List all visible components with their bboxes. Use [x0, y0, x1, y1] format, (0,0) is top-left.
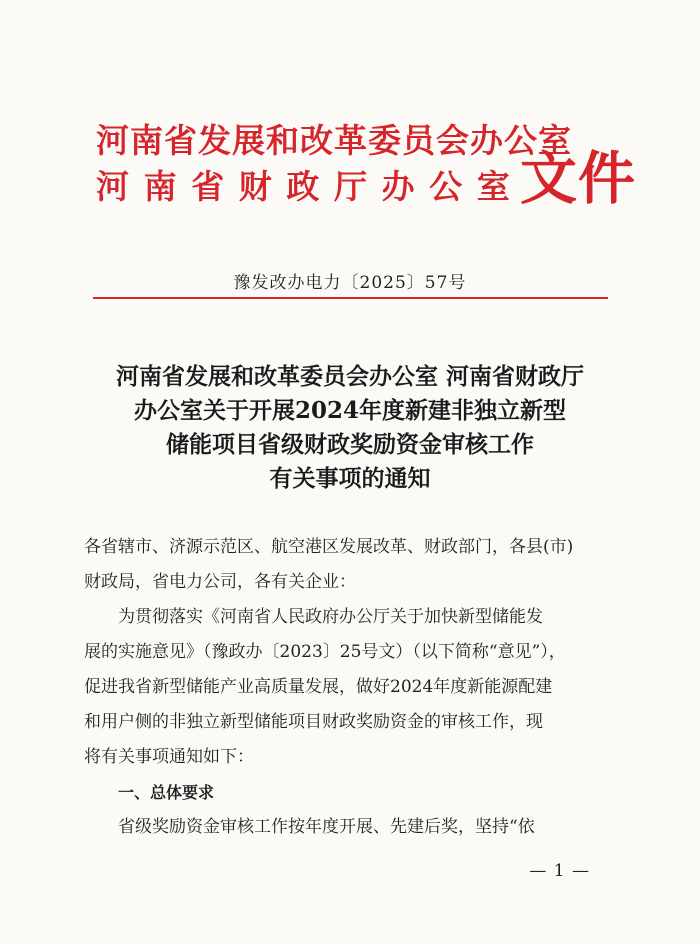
title-line: 储能项目省级财政奖励资金审核工作	[166, 431, 534, 458]
section-heading: 一、总体要求	[118, 783, 215, 802]
red-divider-line	[93, 297, 608, 299]
addressee-line: 各省辖市、济源示范区、航空港区发展改革、财政部门，各县(市)	[84, 537, 574, 557]
issuer-line-2: 河南省财政厅办公室	[96, 167, 525, 206]
issuing-agencies	[96, 118, 572, 210]
title-line: 有关事项的通知	[269, 465, 431, 492]
document-type-label: 文件	[520, 145, 636, 212]
paragraph-line: 促进我省新型储能产业高质量发展，做好2024年度新能源配建	[84, 677, 553, 697]
paragraph-line: 和用户侧的非独立新型储能项目财政奖励资金的审核工作，现	[84, 712, 543, 732]
paragraph-line: 省级奖励资金审核工作按年度开展、先建后奖，坚持“依	[118, 817, 535, 837]
title-line: 河南省发展和改革委员会办公室 河南省财政厅	[115, 363, 584, 390]
title-line: 办公室关于开展2024年度新建非独立新型	[133, 397, 566, 424]
paragraph-line: 为贯彻落实《河南省人民政府办公厅关于加快新型储能发	[118, 607, 543, 627]
page-number: — 1 —	[529, 861, 590, 881]
addressee-line: 财政局，省电力公司，各有关企业：	[84, 572, 356, 592]
document-number: 豫发改办电力〔2025〕57号	[233, 273, 467, 293]
paragraph-line: 将有关事项通知如下：	[84, 747, 254, 767]
paragraph-line: 展的实施意见》（豫政办〔2023〕25号文）（以下简称“意见”），	[84, 642, 566, 662]
notice-title	[0, 360, 700, 496]
notice-body	[84, 530, 612, 845]
issuer-line-1: 河南省发展和改革委员会办公室	[96, 121, 572, 160]
